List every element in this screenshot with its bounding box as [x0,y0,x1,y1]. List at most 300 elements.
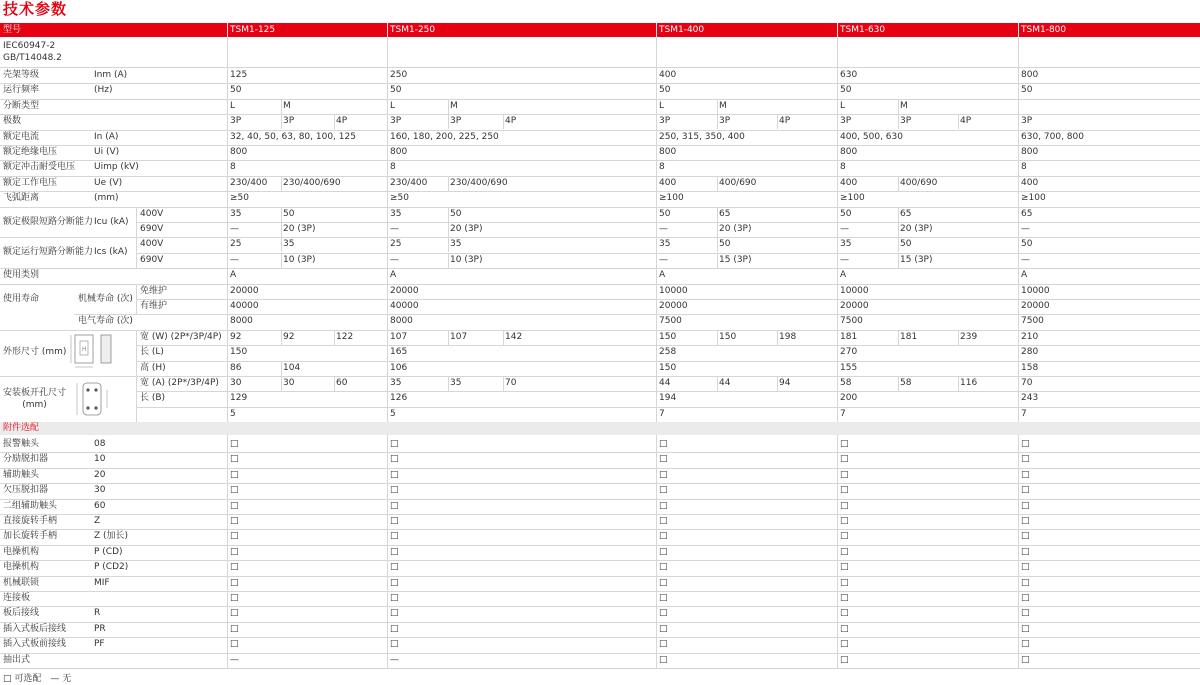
column-divider [717,99,718,114]
column-divider [777,376,778,391]
param-value: 400, 500, 630 [840,131,903,142]
icu-value: 65 [719,208,731,219]
row-divider [0,560,1200,561]
column-divider [448,253,449,268]
param-value: ≥50 [390,193,409,204]
ics-value: 25 [390,239,402,250]
row-divider [0,483,1200,484]
dims-value: 150 [659,362,677,373]
param-value: 400 [659,177,677,188]
column-divider [898,207,899,222]
column-divider [448,376,449,391]
param-value: 800 [230,147,248,157]
model-header: TSM1-800 [1021,25,1067,35]
accessory-code: R [94,608,101,619]
column-divider [448,237,449,252]
column-divider [1018,37,1019,669]
accessory-mark: □ [390,639,399,650]
model-header: TSM1-400 [659,25,705,35]
mounting-hole-drawing [69,381,117,419]
accessory-mark: □ [659,439,668,449]
accessory-mark: — [390,654,399,665]
accessory-code: P (CD2) [94,562,129,573]
life-value: 20000 [390,285,419,296]
icu-voltage: 400V [140,208,164,219]
row-divider [0,237,1200,238]
icu-value: — [230,224,239,234]
mount-value: 243 [1021,393,1039,404]
accessory-mark: □ [230,439,239,449]
param-value: 250, 315, 350, 400 [659,131,745,142]
column-divider [448,222,449,237]
column-divider [717,207,718,222]
header-divider [837,23,838,37]
row-divider [0,268,1200,269]
ics-value: 15 (3P) [900,254,933,265]
param-value: 630 [840,70,858,80]
row-divider [0,468,1200,469]
dims-value: 181 [840,331,858,342]
icu-value: 50 [840,208,852,219]
accessories-title: 附件选配 [3,423,40,433]
dims-value: 239 [960,331,978,342]
accessory-mark: □ [390,531,399,542]
accessory-code: 20 [94,469,106,480]
ics-value: — [659,254,668,265]
column-divider [898,330,899,345]
icu-value: 65 [900,208,912,219]
accessory-name: 直接旋转手柄 [3,516,58,526]
life-value: 7500 [659,316,682,327]
column-divider [281,330,282,345]
row-divider [0,591,1200,592]
accessory-code: PR [94,623,106,634]
icu-value: 20 (3P) [283,224,316,234]
accessory-mark: □ [840,454,849,465]
accessory-mark: □ [390,500,399,511]
column-divider [334,376,335,391]
ics-value: — [1021,254,1030,265]
param-value: 8 [1021,162,1027,173]
column-divider [136,207,137,238]
param-value: 3P [1021,116,1033,127]
param-value: 4P [960,116,972,127]
row-divider [0,499,1200,500]
accessory-code: 60 [94,500,106,511]
column-divider [717,237,718,252]
row-divider [0,576,1200,577]
accessory-mark: — [230,654,239,665]
outline-dimension-drawing [69,333,117,371]
row-divider [0,191,1200,192]
param-symbol: Ui (V) [94,147,120,157]
ics-value: 35 [840,239,852,250]
column-divider [281,253,282,268]
param-value: 630, 700, 800 [1021,131,1084,142]
dims-value: 280 [1021,347,1039,358]
param-label: 分断类型 [3,100,40,111]
mount-value: 126 [390,393,408,404]
mech-life-label: 机械寿命 (次) [78,293,133,304]
standards-text: IEC60947-2 GB/T14048.2 [3,41,62,63]
accessory-code: 30 [94,485,106,496]
accessory-mark: □ [659,639,668,650]
row-divider [0,637,1200,638]
column-divider [898,99,899,114]
mount-value: 200 [840,393,858,404]
row-divider [0,622,1200,623]
accessory-mark: □ [659,577,668,588]
dims-value: 210 [1021,331,1039,342]
ics-value: — [390,254,399,265]
param-value: 230/400/690 [450,177,508,188]
accessory-mark: □ [840,516,849,526]
accessory-mark: □ [840,608,849,619]
mount-value: 58 [900,378,912,388]
param-value: L [230,100,236,111]
column-divider [281,376,282,391]
accessory-mark: □ [1021,546,1030,557]
mount-value: 70 [505,378,517,388]
model-header: TSM1-630 [840,25,886,35]
life-value: 8000 [230,316,253,327]
accessory-mark: □ [230,454,239,465]
param-value: 160, 180, 200, 225, 250 [390,131,499,142]
row-divider [0,284,1200,285]
life-sub-label: 有维护 [140,301,168,311]
accessory-mark: □ [390,623,399,634]
accessory-mark: □ [1021,516,1030,526]
ics-voltage: 690V [140,254,164,265]
column-divider [281,114,282,129]
ics-value: 50 [900,239,912,250]
row-divider [0,207,1200,208]
usage-value: A [390,270,397,281]
param-value: 125 [230,70,248,80]
param-value: 50 [1021,85,1033,96]
accessory-name: 连接板 [3,593,31,603]
column-divider [717,330,718,345]
accessory-mark: □ [390,562,399,573]
life-value: 20000 [840,301,869,311]
life-value: 10000 [659,285,688,296]
ics-symbol: Ics (kA) [94,247,128,258]
accessory-mark: □ [840,439,849,449]
accessory-name: 电操机构 [3,562,40,573]
accessory-name: 加长旋转手柄 [3,531,58,542]
accessory-mark: □ [230,469,239,480]
mount-value: 129 [230,393,248,404]
accessory-code: Z (加长) [94,531,129,542]
accessory-code: P (CD) [94,546,123,557]
ics-value: 10 (3P) [450,254,483,265]
column-divider [334,114,335,129]
life-value: 20000 [230,285,259,296]
accessory-mark: □ [659,546,668,557]
ics-value: — [230,254,239,265]
param-value: 800 [1021,70,1039,80]
mount-value: 116 [960,378,978,388]
dims-value: 258 [659,347,677,358]
mount-value: 30 [283,378,295,388]
ics-value: 10 (3P) [283,254,316,265]
icu-label: 额定极限短路分断能力 [3,216,94,227]
icu-value: 65 [1021,208,1033,219]
header-divider [387,23,388,37]
accessory-mark: □ [1021,623,1030,634]
row-divider [0,145,1200,146]
ics-value: 50 [719,239,731,250]
accessory-name: 插入式板前接线 [3,639,67,650]
mount-value: 60 [336,378,348,388]
accessory-code: Z [94,516,101,526]
accessory-mark: □ [659,500,668,511]
param-label: 运行频率 [3,85,40,96]
model-header: TSM1-250 [390,25,436,35]
icu-value: 50 [283,208,295,219]
life-value: 7500 [840,316,863,327]
dims-value: 107 [450,331,468,342]
dims-value: 142 [505,331,523,342]
accessory-mark: □ [230,531,239,542]
icu-value: 50 [659,208,671,219]
accessory-mark: □ [1021,500,1030,511]
param-value: 400/690 [719,177,757,188]
header-divider [1018,23,1019,37]
mount-value: 5 [230,408,236,419]
dims-value: 106 [390,362,408,373]
accessory-mark: □ [840,577,849,588]
column-divider [898,222,899,237]
icu-value: — [659,224,668,234]
accessory-mark: □ [659,454,668,465]
accessory-name: 电操机构 [3,546,40,557]
life-value: 8000 [390,316,413,327]
accessory-mark: □ [230,546,239,557]
dims-sub-label: 长 (L) [140,347,164,358]
icu-symbol: Icu (kA) [94,216,129,227]
life-value: 7500 [1021,316,1044,327]
dims-value: 150 [230,347,248,358]
mount-value: 44 [719,378,731,388]
mount-value: 58 [840,378,852,388]
param-value: 3P [719,116,731,127]
accessory-mark: □ [840,562,849,573]
dims-value: 122 [336,331,354,342]
accessory-mark: □ [230,577,239,588]
life-value: 10000 [840,285,869,296]
param-value: 3P [840,116,852,127]
header-divider [656,23,657,37]
icu-value: — [840,224,849,234]
usage-value: A [1021,270,1028,281]
column-divider [136,284,137,315]
param-label: 额定工作电压 [3,177,58,188]
dims-value: 92 [283,331,295,342]
ics-label: 额定运行短路分断能力 [3,247,94,258]
accessory-mark: □ [659,623,668,634]
param-value: 50 [659,85,671,96]
dims-value: 158 [1021,362,1039,373]
param-value: 8 [659,162,665,173]
column-divider [227,37,228,669]
accessory-mark: □ [659,516,668,526]
row-divider [136,407,1200,408]
param-label: 极数 [3,116,22,127]
row-divider [0,83,1200,84]
column-divider [656,37,657,669]
accessory-mark: □ [659,654,668,665]
dims-value: 107 [390,331,408,342]
ics-voltage: 400V [140,239,164,250]
column-divider [503,330,504,345]
usage-value: A [840,270,847,281]
life-value: 40000 [390,301,419,311]
accessory-code: 08 [94,439,106,449]
dims-value: 150 [719,331,737,342]
accessory-mark: □ [840,654,849,665]
accessory-mark: □ [1021,608,1030,619]
accessory-name: 欠压脱扣器 [3,485,49,496]
accessory-mark: □ [230,562,239,573]
mount-value: 194 [659,393,677,404]
accessory-mark: □ [230,639,239,650]
accessory-mark: □ [840,500,849,511]
mount-value: 7 [1021,408,1027,419]
param-value: 4P [779,116,791,127]
accessory-mark: □ [1021,639,1030,650]
column-divider [717,376,718,391]
accessory-mark: □ [840,546,849,557]
icu-voltage: 690V [140,224,164,234]
usage-value: A [230,270,237,281]
param-label: 额定绝缘电压 [3,147,58,157]
mount-value: 7 [659,408,665,419]
icu-value: 35 [230,208,242,219]
row-divider [0,99,1200,100]
elec-life-label: 电气寿命 (次) [78,316,133,327]
accessory-mark: □ [1021,469,1030,480]
mount-value: 94 [779,378,791,388]
column-divider [958,114,959,129]
accessory-mark: □ [840,485,849,496]
row-divider [0,160,1200,161]
column-divider [136,237,137,268]
column-divider [717,222,718,237]
param-value: 8 [840,162,846,173]
accessory-mark: □ [390,439,399,449]
usage-value: A [659,270,666,281]
accessory-name: 报警触头 [3,439,40,449]
column-divider [958,330,959,345]
row-divider [0,668,1200,669]
column-divider [777,114,778,129]
column-divider [281,361,282,376]
icu-value: 20 (3P) [719,224,752,234]
ics-value: 25 [230,239,242,250]
param-value: ≥50 [230,193,249,204]
header-label: 型号 [3,25,22,35]
accessory-name: 分励脱扣器 [3,454,49,465]
icu-value: 50 [450,208,462,219]
ics-value: 50 [1021,239,1033,250]
param-symbol: (Hz) [94,85,113,96]
param-value: 3P [900,116,912,127]
param-value: 3P [390,116,402,127]
param-value: ≥100 [840,193,865,204]
ics-value: 35 [283,239,295,250]
param-value: 250 [390,70,408,80]
param-symbol: Uimp (kV) [94,162,139,173]
column-divider [448,176,449,191]
ics-value: 35 [659,239,671,250]
accessory-code: MIF [94,577,110,588]
column-divider [777,330,778,345]
column-divider [898,114,899,129]
param-value: 50 [390,85,402,96]
param-label: 额定冲击耐受电压 [3,162,76,173]
dims-value: 270 [840,347,858,358]
model-header: TSM1-125 [230,25,276,35]
param-value: 50 [840,85,852,96]
row-divider [0,452,1200,453]
column-divider [717,114,718,129]
accessory-mark: □ [1021,577,1030,588]
icu-value: 20 (3P) [900,224,933,234]
param-symbol: In (A) [94,131,119,142]
ics-value: 15 (3P) [719,254,752,265]
accessory-mark: □ [390,454,399,465]
param-value: M [900,100,908,111]
param-value: 400 [840,177,858,188]
column-divider [136,376,137,422]
mount-label: 安装板开孔尺寸 (mm) [3,388,67,410]
param-value: 400 [659,70,677,80]
icu-value: 35 [390,208,402,219]
column-divider [717,253,718,268]
param-value: ≥100 [659,193,684,204]
row-divider [0,114,1200,115]
param-value: 400 [1021,177,1039,188]
param-value: 3P [230,116,242,127]
column-divider [334,330,335,345]
accessory-mark: □ [1021,531,1030,542]
icu-value: — [1021,224,1030,234]
accessory-mark: □ [390,593,399,603]
accessory-mark: □ [1021,439,1030,449]
legend-note: □ 可选配 — 无 [3,674,72,684]
column-divider [448,330,449,345]
mount-value: 70 [1021,378,1033,388]
param-value: M [719,100,727,111]
life-value: 10000 [1021,285,1050,296]
accessory-mark: □ [659,562,668,573]
accessory-code: 10 [94,454,106,465]
row-divider [0,653,1200,654]
accessory-name: 插入式板后接线 [3,623,67,634]
accessory-name: 机械联锁 [3,577,40,588]
accessory-mark: □ [840,623,849,634]
param-symbol: (mm) [94,193,119,204]
mount-value: 35 [390,378,402,388]
life-label: 使用寿命 [3,293,40,304]
row-divider [0,514,1200,515]
accessory-mark: □ [230,623,239,634]
accessory-mark: □ [230,485,239,496]
mount-sub-label: 宽 (A) (2P*/3P/4P) [140,378,219,388]
column-divider [898,237,899,252]
column-divider [136,330,137,376]
